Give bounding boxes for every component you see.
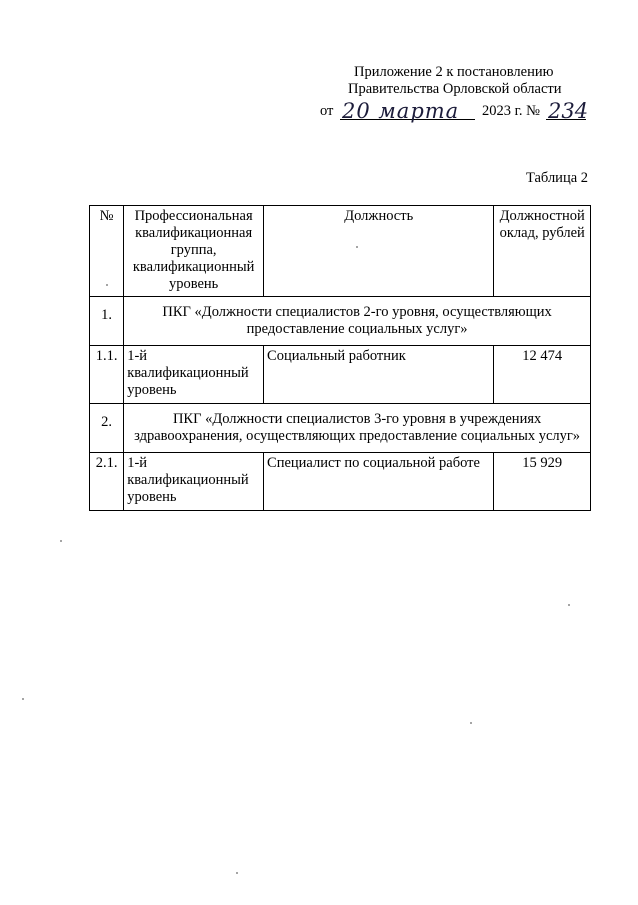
appendix-header: [320, 64, 600, 123]
handwritten-number: 234: [548, 99, 589, 123]
header-number: №: [90, 206, 124, 297]
row-number: 2.1.: [90, 453, 124, 511]
scan-speck: [22, 698, 24, 700]
scan-speck: [236, 872, 238, 874]
table-header-row: [90, 206, 591, 297]
header-position: Должность: [264, 206, 494, 297]
scan-speck: [568, 604, 570, 606]
table-title: Таблица 2: [526, 170, 589, 186]
group-number: 1.: [90, 297, 124, 346]
row-position: Специалист по социальной работе: [264, 453, 494, 511]
row-position: Социальный работник: [264, 346, 494, 404]
scan-speck: [356, 246, 358, 248]
header-salary: Должностной оклад, рублей: [494, 206, 591, 297]
row-salary: 15 929: [494, 453, 591, 511]
row-salary: 12 474: [494, 346, 591, 404]
salary-table: [89, 205, 591, 511]
row-number: 1.1.: [90, 346, 124, 404]
appendix-date-line: [320, 99, 600, 123]
group-number: 2.: [90, 404, 124, 453]
appendix-line-2: Правительства Орловской области: [348, 81, 562, 97]
group-row: [90, 404, 591, 453]
year-and-number-label: 2023 г. №: [482, 103, 541, 119]
scan-speck: [470, 722, 472, 724]
group-title: ПКГ «Должности специалистов 3-го уровня в учреждениях здравоохранения, осуществляющих предоставление социальных услуг»: [124, 404, 591, 453]
date-prefix: от: [320, 103, 334, 119]
header-group: Профессиональная квалификационная группа, квалификационный уровень: [124, 206, 264, 297]
group-row: [90, 297, 591, 346]
scan-speck: [106, 284, 108, 286]
group-title: ПКГ «Должности специалистов 2-го уровня, осуществляющих предоставление социальных услуг»: [124, 297, 591, 346]
handwritten-date: 20 марта: [342, 99, 460, 123]
scan-speck: [60, 540, 62, 542]
table-row: [90, 346, 591, 404]
row-level: 1-й квалификационный уровень: [124, 346, 264, 404]
table-row: [90, 453, 591, 511]
row-level: 1-й квалификационный уровень: [124, 453, 264, 511]
appendix-line-1: Приложение 2 к постановлению: [354, 64, 554, 80]
